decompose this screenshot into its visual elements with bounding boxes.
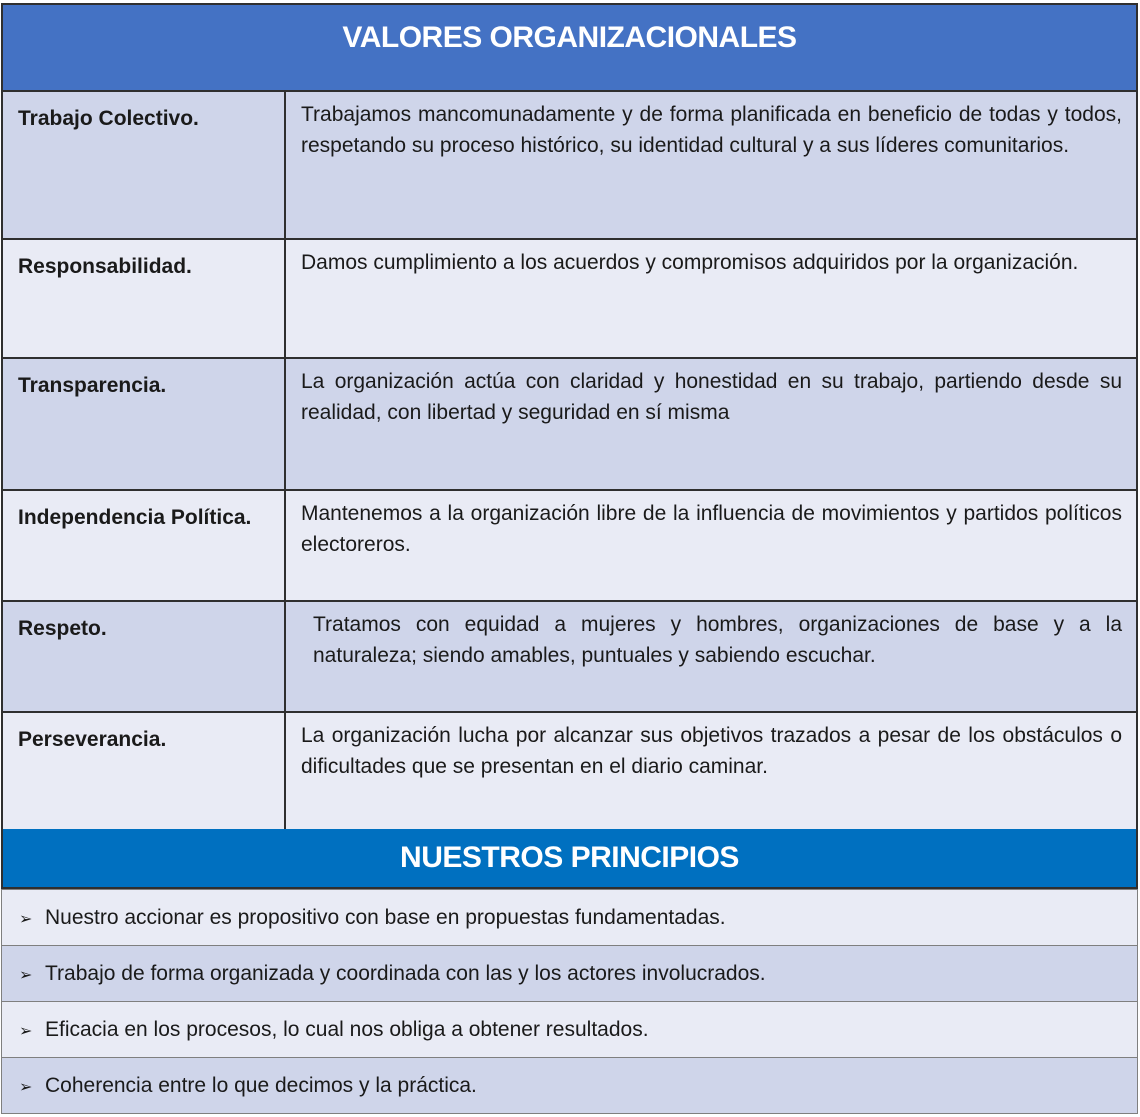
value-description: Mantenemos a la organización libre de la influencia de movimientos y partidos políticos electoreros. (285, 490, 1137, 601)
value-row (2, 490, 1137, 601)
principle-text: Coherencia entre lo que decimos y la práctica. (45, 1073, 477, 1097)
value-name: Independencia Política. (2, 490, 285, 601)
arrow-bullet-icon: ➢ (19, 1022, 33, 1040)
principle-text: Eficacia en los procesos, lo cual nos obliga a obtener resultados. (45, 1017, 649, 1041)
principle-text: Trabajo de forma organizada y coordinada con las y los actores involucrados. (45, 961, 766, 985)
arrow-bullet-icon: ➢ (19, 966, 33, 984)
principle-cell (2, 946, 1138, 1002)
value-description: La organización lucha por alcanzar sus objetivos trazados a pesar de los obstáculos o dificultades que se presentan en el diario caminar. (285, 712, 1137, 830)
principle-item (2, 1002, 1138, 1058)
arrow-bullet-icon: ➢ (19, 910, 33, 928)
principles-header (1, 829, 1138, 889)
value-name: Perseverancia. (2, 712, 285, 830)
principle-item (2, 890, 1138, 946)
principle-item (2, 946, 1138, 1002)
principles-list (1, 889, 1138, 1114)
principles-title: NUESTROS PRINCIPIOS (400, 841, 739, 874)
principle-text: Nuestro accionar es propositivo con base en propuestas fundamentadas. (45, 905, 726, 929)
value-name: Transparencia. (2, 358, 285, 490)
principle-cell (2, 1058, 1138, 1114)
principle-item (2, 1058, 1138, 1114)
value-description: La organización actúa con claridad y honestidad en su trabajo, partiendo desde su realidad, con libertad y seguridad en sí misma (285, 358, 1137, 490)
value-name: Trabajo Colectivo. (2, 91, 285, 239)
arrow-bullet-icon: ➢ (19, 1078, 33, 1096)
value-description: Damos cumplimiento a los acuerdos y compromisos adquiridos por la organización. (285, 239, 1137, 358)
principle-cell (2, 890, 1138, 946)
values-header (1, 3, 1138, 90)
value-name: Responsabilidad. (2, 239, 285, 358)
principle-cell (2, 1002, 1138, 1058)
values-table (1, 90, 1138, 831)
value-name: Respeto. (2, 601, 285, 712)
value-row (2, 601, 1137, 712)
value-row (2, 91, 1137, 239)
value-row (2, 358, 1137, 490)
value-description: Tratamos con equidad a mujeres y hombres, organizaciones de base y a la naturaleza; siendo amables, puntuales y sabiendo escuchar. (285, 601, 1137, 712)
value-description: Trabajamos mancomunadamente y de forma planificada en beneficio de todas y todos, respetando su proceso histórico, su identidad cultural y a sus líderes comunitarios. (285, 91, 1137, 239)
values-title: VALORES ORGANIZACIONALES (342, 21, 797, 54)
value-row (2, 239, 1137, 358)
value-row (2, 712, 1137, 830)
